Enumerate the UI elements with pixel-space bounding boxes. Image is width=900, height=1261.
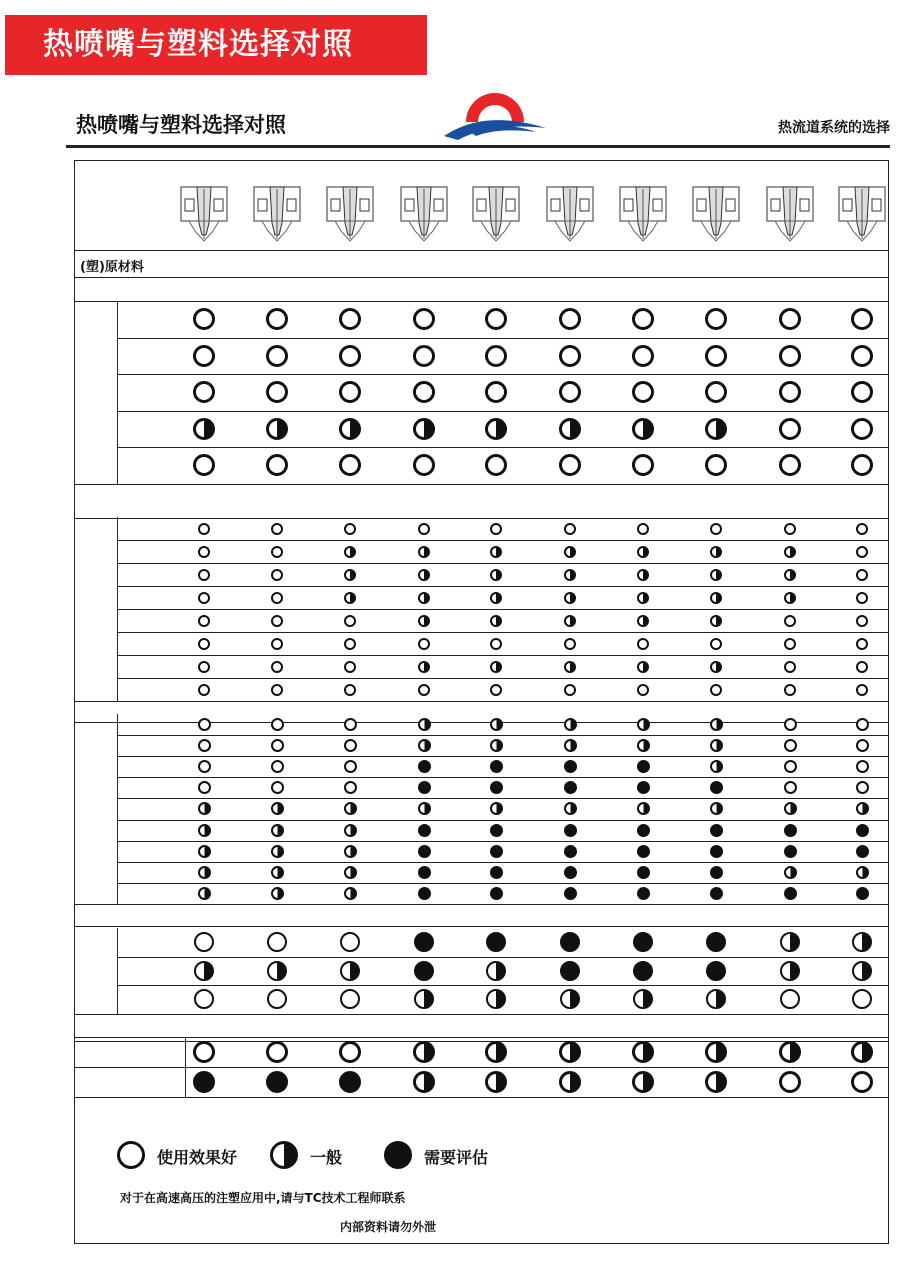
evaluate-rating-icon — [193, 1071, 215, 1093]
good-rating-icon — [856, 760, 869, 773]
normal-rating-icon — [564, 592, 576, 604]
contact-note: 对于在高速高压的注塑应用中,请与TC技术工程师联系 — [120, 1191, 406, 1205]
good-rating-icon — [632, 345, 654, 367]
good-rating-icon — [490, 684, 502, 696]
nozzle-diagram-tos-h — [250, 183, 304, 245]
normal-rating-icon — [559, 1041, 581, 1063]
normal-rating-icon — [194, 961, 214, 981]
table-line — [74, 484, 889, 485]
evaluate-rating-icon — [564, 887, 577, 900]
normal-rating-icon — [705, 1071, 727, 1093]
normal-rating-icon — [490, 592, 502, 604]
good-rating-icon — [193, 345, 215, 367]
normal-rating-icon — [779, 1041, 801, 1063]
normal-rating-icon — [490, 802, 503, 815]
evaluate-rating-icon — [418, 781, 431, 794]
normal-rating-icon — [344, 887, 357, 900]
page-subtitle: 热喷嘴与塑料选择对照 — [76, 113, 286, 137]
table-line — [74, 904, 889, 905]
good-rating-icon — [779, 345, 801, 367]
normal-rating-icon — [271, 824, 284, 837]
good-rating-icon — [271, 739, 284, 752]
good-rating-icon — [637, 684, 649, 696]
good-rating-icon — [784, 615, 796, 627]
good-rating-icon — [564, 638, 576, 650]
good-rating-icon — [856, 661, 868, 673]
evaluate-rating-icon — [490, 824, 503, 837]
normal-rating-icon — [271, 802, 284, 815]
good-rating-icon — [344, 739, 357, 752]
good-rating-icon — [856, 684, 868, 696]
good-rating-icon — [198, 781, 211, 794]
normal-rating-icon — [490, 661, 502, 673]
normal-rating-icon — [340, 961, 360, 981]
legend-normal-icon — [270, 1141, 298, 1169]
table-line — [117, 374, 889, 375]
table-line — [117, 338, 889, 339]
good-rating-icon — [198, 661, 210, 673]
good-rating-icon — [418, 684, 430, 696]
evaluate-rating-icon — [339, 1071, 361, 1093]
normal-rating-icon — [413, 1041, 435, 1063]
good-rating-icon — [339, 345, 361, 367]
good-rating-icon — [564, 684, 576, 696]
normal-rating-icon — [632, 1041, 654, 1063]
normal-rating-icon — [198, 802, 211, 815]
table-line — [74, 926, 889, 927]
good-rating-icon — [271, 592, 283, 604]
normal-rating-icon — [344, 802, 357, 815]
table-line — [117, 678, 889, 679]
table-line — [117, 957, 889, 958]
good-rating-icon — [856, 718, 869, 731]
good-rating-icon — [851, 345, 873, 367]
good-rating-icon — [198, 718, 211, 731]
evaluate-rating-icon — [637, 760, 650, 773]
good-rating-icon — [198, 739, 211, 752]
normal-rating-icon — [637, 739, 650, 752]
good-rating-icon — [344, 638, 356, 650]
good-rating-icon — [344, 523, 356, 535]
normal-rating-icon — [784, 802, 797, 815]
good-rating-icon — [198, 615, 210, 627]
normal-rating-icon — [710, 615, 722, 627]
nozzle-diagram-top-h — [397, 183, 451, 245]
good-rating-icon — [856, 569, 868, 581]
evaluate-rating-icon — [710, 824, 723, 837]
good-rating-icon — [705, 345, 727, 367]
good-rating-icon — [851, 1071, 873, 1093]
table-line — [185, 1067, 186, 1097]
table-line — [117, 655, 889, 656]
good-rating-icon — [784, 661, 796, 673]
good-rating-icon — [784, 781, 797, 794]
header-right-title: 热流道系统的选择 — [778, 120, 890, 136]
table-line — [117, 820, 889, 821]
good-rating-icon — [198, 569, 210, 581]
normal-rating-icon — [418, 546, 430, 558]
normal-rating-icon — [198, 845, 211, 858]
good-rating-icon — [784, 760, 797, 773]
table-line — [117, 714, 118, 904]
good-rating-icon — [344, 760, 357, 773]
good-rating-icon — [344, 615, 356, 627]
normal-rating-icon — [486, 961, 506, 981]
evaluate-rating-icon — [414, 961, 434, 981]
good-rating-icon — [266, 345, 288, 367]
good-rating-icon — [418, 523, 430, 535]
good-rating-icon — [710, 638, 722, 650]
good-rating-icon — [851, 418, 873, 440]
evaluate-rating-icon — [710, 887, 723, 900]
table-line — [117, 609, 889, 610]
normal-rating-icon — [198, 866, 211, 879]
normal-rating-icon — [637, 592, 649, 604]
evaluate-rating-icon — [266, 1071, 288, 1093]
table-line — [117, 586, 889, 587]
normal-rating-icon — [490, 718, 503, 731]
normal-rating-icon — [856, 802, 869, 815]
good-rating-icon — [198, 523, 210, 535]
evaluate-rating-icon — [564, 824, 577, 837]
evaluate-rating-icon — [418, 824, 431, 837]
good-rating-icon — [271, 718, 284, 731]
evaluate-rating-icon — [564, 845, 577, 858]
evaluate-rating-icon — [784, 845, 797, 858]
good-rating-icon — [856, 615, 868, 627]
good-rating-icon — [198, 592, 210, 604]
table-line — [117, 632, 889, 633]
normal-rating-icon — [710, 760, 723, 773]
normal-rating-icon — [856, 866, 869, 879]
raw-material-label: (塑)原材料 — [80, 260, 144, 275]
evaluate-rating-icon — [490, 866, 503, 879]
normal-rating-icon — [418, 661, 430, 673]
evaluate-rating-icon — [637, 887, 650, 900]
normal-rating-icon — [564, 615, 576, 627]
normal-rating-icon — [637, 615, 649, 627]
normal-rating-icon — [198, 887, 211, 900]
table-line — [117, 985, 889, 986]
nozzle-diagram-top-sb — [689, 183, 743, 245]
good-rating-icon — [490, 523, 502, 535]
normal-rating-icon — [344, 592, 356, 604]
table-line — [117, 563, 889, 564]
normal-rating-icon — [339, 418, 361, 440]
good-rating-icon — [271, 546, 283, 558]
table-line — [74, 1097, 889, 1098]
normal-rating-icon — [485, 1041, 507, 1063]
normal-rating-icon — [710, 569, 722, 581]
good-rating-icon — [418, 638, 430, 650]
normal-rating-icon — [564, 546, 576, 558]
normal-rating-icon — [564, 802, 577, 815]
table-line — [74, 1037, 889, 1038]
evaluate-rating-icon — [418, 866, 431, 879]
good-rating-icon — [784, 638, 796, 650]
evaluate-rating-icon — [637, 845, 650, 858]
good-rating-icon — [344, 661, 356, 673]
good-rating-icon — [198, 760, 211, 773]
normal-rating-icon — [271, 887, 284, 900]
normal-rating-icon — [418, 569, 430, 581]
good-rating-icon — [198, 638, 210, 650]
good-rating-icon — [271, 661, 283, 673]
normal-rating-icon — [705, 1041, 727, 1063]
company-logo — [440, 80, 550, 142]
normal-rating-icon — [851, 1041, 873, 1063]
good-rating-icon — [856, 739, 869, 752]
evaluate-rating-icon — [710, 866, 723, 879]
table-line — [117, 540, 889, 541]
normal-rating-icon — [418, 718, 431, 731]
evaluate-rating-icon — [490, 781, 503, 794]
good-rating-icon — [784, 739, 797, 752]
good-rating-icon — [271, 523, 283, 535]
nozzle-diagram-top-ht — [616, 183, 670, 245]
good-rating-icon — [271, 781, 284, 794]
normal-rating-icon — [490, 546, 502, 558]
good-rating-icon — [271, 569, 283, 581]
good-rating-icon — [564, 523, 576, 535]
normal-rating-icon — [344, 866, 357, 879]
table-line — [117, 447, 889, 448]
normal-rating-icon — [418, 802, 431, 815]
table-line — [74, 722, 889, 723]
good-rating-icon — [856, 592, 868, 604]
table-line — [117, 883, 889, 884]
good-rating-icon — [271, 760, 284, 773]
good-rating-icon — [344, 684, 356, 696]
normal-rating-icon — [637, 661, 649, 673]
evaluate-rating-icon — [706, 961, 726, 981]
normal-rating-icon — [637, 802, 650, 815]
good-rating-icon — [198, 546, 210, 558]
title-banner: 热喷嘴与塑料选择对照 — [5, 15, 427, 75]
normal-rating-icon — [705, 418, 727, 440]
header-rule — [66, 145, 890, 148]
table-line — [74, 1014, 889, 1015]
evaluate-rating-icon — [633, 961, 653, 981]
good-rating-icon — [637, 523, 649, 535]
normal-rating-icon — [637, 569, 649, 581]
table-line — [74, 301, 889, 302]
evaluate-rating-icon — [490, 845, 503, 858]
good-rating-icon — [339, 1041, 361, 1063]
evaluate-rating-icon — [856, 887, 869, 900]
normal-rating-icon — [344, 845, 357, 858]
nozzle-diagram-tos-s — [177, 183, 231, 245]
normal-rating-icon — [418, 592, 430, 604]
evaluate-rating-icon — [418, 760, 431, 773]
nozzle-diagram-tvp — [763, 183, 817, 245]
evaluate-rating-icon — [490, 760, 503, 773]
normal-rating-icon — [344, 824, 357, 837]
table-line — [74, 701, 889, 702]
good-rating-icon — [856, 638, 868, 650]
evaluate-rating-icon — [418, 845, 431, 858]
table-line — [117, 756, 889, 757]
legend-good-label: 使用效果好 — [157, 1148, 238, 1167]
normal-rating-icon — [784, 546, 796, 558]
table-line — [74, 518, 889, 519]
table-line — [117, 928, 118, 1014]
good-rating-icon — [779, 1071, 801, 1093]
normal-rating-icon — [198, 824, 211, 837]
good-rating-icon — [193, 1041, 215, 1063]
evaluate-rating-icon — [784, 887, 797, 900]
good-rating-icon — [856, 781, 869, 794]
normal-rating-icon — [637, 546, 649, 558]
normal-rating-icon — [564, 661, 576, 673]
good-rating-icon — [856, 523, 868, 535]
evaluate-rating-icon — [710, 781, 723, 794]
good-rating-icon — [559, 345, 581, 367]
evaluate-rating-icon — [418, 887, 431, 900]
normal-rating-icon — [271, 866, 284, 879]
normal-rating-icon — [632, 1071, 654, 1093]
normal-rating-icon — [632, 418, 654, 440]
normal-rating-icon — [490, 615, 502, 627]
evaluate-rating-icon — [560, 961, 580, 981]
good-rating-icon — [856, 546, 868, 558]
good-rating-icon — [485, 345, 507, 367]
normal-rating-icon — [418, 615, 430, 627]
table-line — [117, 301, 118, 484]
table-line — [74, 250, 889, 251]
normal-rating-icon — [490, 739, 503, 752]
normal-rating-icon — [564, 718, 577, 731]
normal-rating-icon — [485, 418, 507, 440]
good-rating-icon — [784, 523, 796, 535]
normal-rating-icon — [637, 718, 650, 731]
normal-rating-icon — [344, 569, 356, 581]
table-line — [74, 1041, 889, 1042]
evaluate-rating-icon — [564, 781, 577, 794]
good-rating-icon — [490, 638, 502, 650]
evaluate-rating-icon — [564, 866, 577, 879]
normal-rating-icon — [418, 739, 431, 752]
legend-evaluate-label: 需要评估 — [424, 1148, 489, 1167]
good-rating-icon — [344, 781, 357, 794]
normal-rating-icon — [559, 1071, 581, 1093]
table-line — [117, 862, 889, 863]
legend-evaluate-icon — [384, 1141, 412, 1169]
nozzle-diagram-tvs — [835, 183, 889, 245]
normal-rating-icon — [266, 418, 288, 440]
good-rating-icon — [784, 718, 797, 731]
evaluate-rating-icon — [637, 824, 650, 837]
evaluate-rating-icon — [490, 887, 503, 900]
normal-rating-icon — [485, 1071, 507, 1093]
normal-rating-icon — [710, 739, 723, 752]
normal-rating-icon — [193, 418, 215, 440]
good-rating-icon — [198, 684, 210, 696]
normal-rating-icon — [710, 592, 722, 604]
table-line — [74, 1067, 889, 1068]
nozzle-diagram-top-s — [469, 183, 523, 245]
nozzle-diagram-tos-z — [323, 183, 377, 245]
evaluate-rating-icon — [637, 781, 650, 794]
normal-rating-icon — [710, 546, 722, 558]
normal-rating-icon — [710, 718, 723, 731]
normal-rating-icon — [413, 418, 435, 440]
nozzle-diagram-top-st — [543, 183, 597, 245]
evaluate-rating-icon — [856, 845, 869, 858]
table-line — [74, 277, 889, 278]
table-line — [117, 735, 889, 736]
table-line — [117, 411, 889, 412]
table-line — [117, 777, 889, 778]
normal-rating-icon — [784, 569, 796, 581]
evaluate-rating-icon — [856, 824, 869, 837]
normal-rating-icon — [413, 1071, 435, 1093]
good-rating-icon — [271, 638, 283, 650]
table-line — [117, 798, 889, 799]
normal-rating-icon — [559, 418, 581, 440]
confidential-note: 内部资料请勿外泄 — [340, 1220, 437, 1234]
good-rating-icon — [344, 718, 357, 731]
good-rating-icon — [779, 418, 801, 440]
evaluate-rating-icon — [710, 845, 723, 858]
good-rating-icon — [710, 684, 722, 696]
normal-rating-icon — [564, 569, 576, 581]
table-line — [117, 841, 889, 842]
good-rating-icon — [271, 615, 283, 627]
good-rating-icon — [266, 1041, 288, 1063]
normal-rating-icon — [784, 592, 796, 604]
good-rating-icon — [710, 523, 722, 535]
normal-rating-icon — [710, 802, 723, 815]
legend-normal-label: 一般 — [310, 1148, 343, 1167]
normal-rating-icon — [852, 961, 872, 981]
good-rating-icon — [784, 684, 796, 696]
evaluate-rating-icon — [564, 760, 577, 773]
normal-rating-icon — [564, 739, 577, 752]
good-rating-icon — [637, 638, 649, 650]
legend-good-icon — [117, 1141, 145, 1169]
good-rating-icon — [271, 684, 283, 696]
normal-rating-icon — [780, 961, 800, 981]
table-line — [185, 1037, 186, 1067]
normal-rating-icon — [271, 845, 284, 858]
normal-rating-icon — [344, 546, 356, 558]
evaluate-rating-icon — [637, 866, 650, 879]
good-rating-icon — [413, 345, 435, 367]
normal-rating-icon — [490, 569, 502, 581]
normal-rating-icon — [784, 866, 797, 879]
normal-rating-icon — [267, 961, 287, 981]
normal-rating-icon — [710, 661, 722, 673]
evaluate-rating-icon — [784, 824, 797, 837]
